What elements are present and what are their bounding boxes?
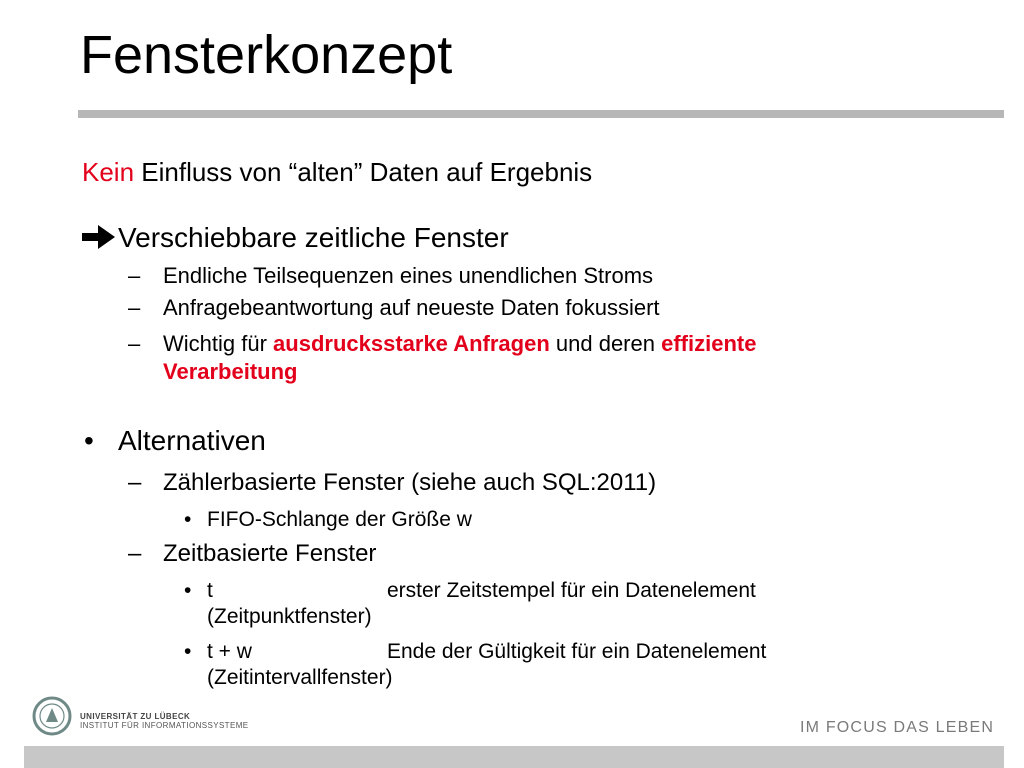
list-item: Zeitbasierte Fenster [163,540,377,567]
list-item-wichtig [163,330,756,358]
term-label: t + w [207,640,252,663]
bullet-marker: • [84,425,94,456]
footer-bar [24,746,1004,768]
title-divider [78,110,1004,118]
intro-highlight: Kein [82,157,135,187]
wichtig-highlight-2: effiziente [661,331,757,356]
bullet-marker: • [184,640,192,663]
list-item: Zählerbasierte Fenster (siehe auch SQL:2011) [163,469,657,496]
bullet-marker: • [184,508,192,531]
dash-marker: – [128,331,141,356]
term-label: t [207,579,213,602]
arrow-right-icon [82,224,116,255]
wichtig-highlight-3: Verarbeitung [163,359,298,384]
term-description: Ende der Gültigkeit für ein Datenelement [387,640,767,663]
institute-name: INSTITUT FÜR INFORMATIONSSYSTEME [80,721,249,730]
term-description: erster Zeitstempel für ein Datenelement [387,579,756,602]
dash-marker: – [128,469,142,496]
dash-marker: – [128,540,142,567]
wichtig-text-2: und deren [549,331,662,356]
dash-marker: – [128,263,141,288]
list-item [207,639,766,665]
university-logo-text [80,712,249,730]
wichtig-text-1: Wichtig für [163,331,274,356]
alt-item: Alternativen [118,425,266,456]
university-seal-icon [32,696,72,736]
list-item: Endliche Teilsequenzen eines unendlichen Stroms [163,263,654,288]
term-continuation: (Zeitpunktfenster) [207,605,372,628]
intro-line [82,156,592,188]
university-name: UNIVERSITÄT ZU LÜBECK [80,712,191,721]
list-item: FIFO-Schlange der Größe w [207,508,472,531]
dash-marker: – [128,295,141,320]
arrow-item: Verschiebbare zeitliche Fenster [118,222,509,253]
slide-title: Fensterkonzept [80,25,453,85]
motto-text: IM FOCUS DAS LEBEN [800,719,995,736]
bullet-marker: • [184,579,192,602]
intro-rest: Einfluss von “alten” Daten auf Ergebnis [134,157,593,187]
term-continuation: (Zeitintervallfenster) [207,666,393,689]
list-item [207,578,756,604]
list-item: Anfragebeantwortung auf neueste Daten fokussiert [163,295,660,320]
wichtig-highlight-1: ausdrucksstarke Anfragen [273,331,550,356]
